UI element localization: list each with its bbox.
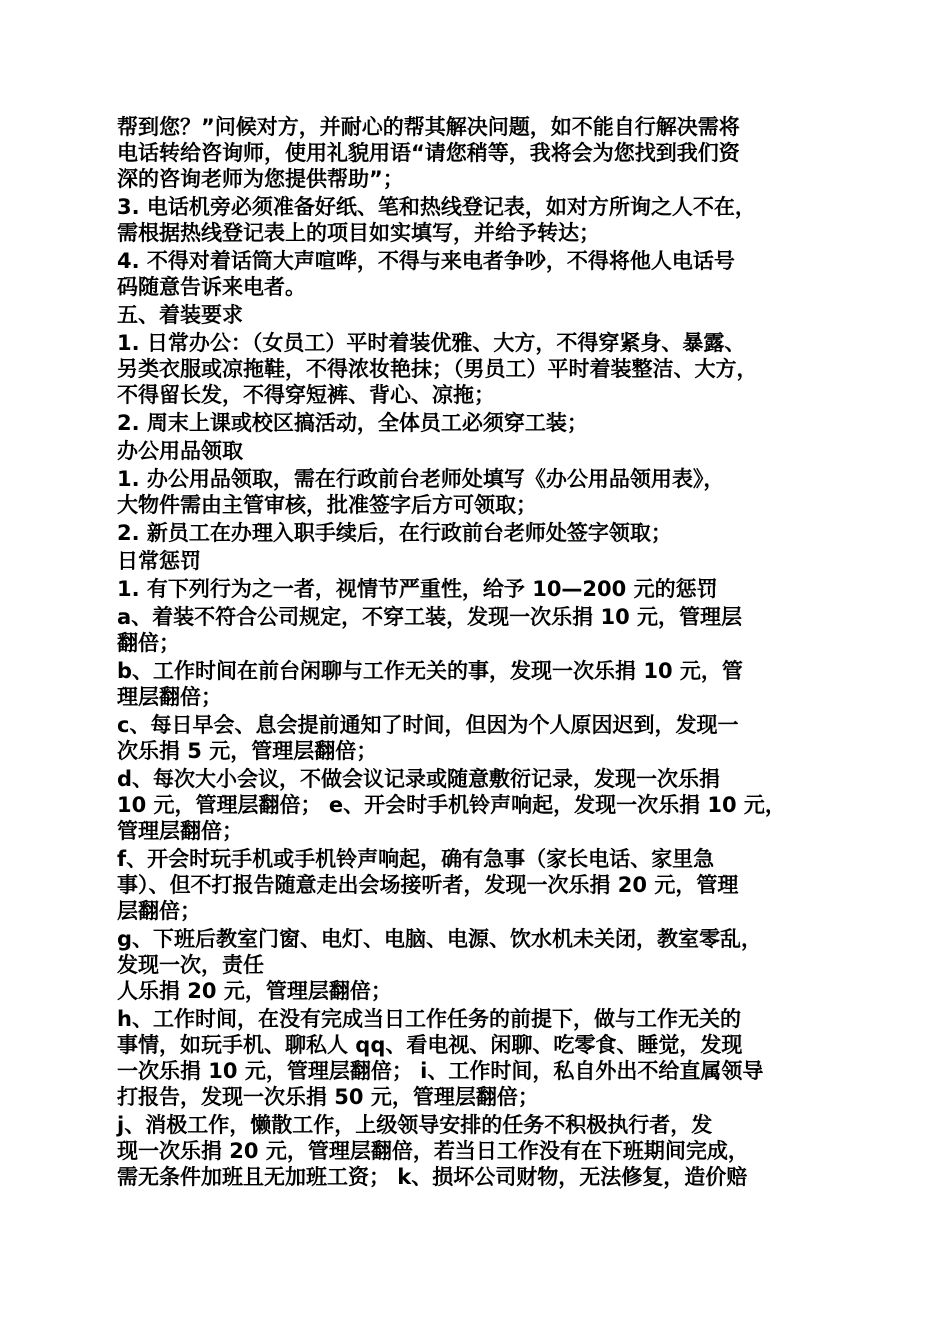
text-line: j、消极工作，懒散工作，上级领导安排的任务不积极执行者，发 <box>117 1113 713 1137</box>
text-line: 现一次乐捐 20 元，管理层翻倍，若当日工作没有在下班期间完成， <box>117 1139 749 1163</box>
text-line: d、每次大小会议，不做会议记录或随意敷衍记录，发现一次乐捐 <box>117 767 721 791</box>
text-line: c、每日早会、息会提前通知了时间，但因为个人原因迟到，发现一 <box>117 713 739 737</box>
text-line: b、工作时间在前台闲聊与工作无关的事，发现一次乐捐 10 元，管 <box>117 659 743 683</box>
text-line: 1. 办公用品领取，需在行政前台老师处填写《办公用品领用表》， <box>117 467 725 491</box>
text-line: 日常惩罚 <box>117 549 201 573</box>
text-line: 人乐捐 20 元，管理层翻倍； <box>117 979 392 1003</box>
text-line: 翻倍； <box>117 631 180 655</box>
text-line: h、工作时间，在没有完成当日工作任务的前提下，做与工作无关的 <box>117 1007 741 1031</box>
text-line: 理层翻倍； <box>117 685 222 709</box>
text-line: 1. 有下列行为之一者，视情节严重性，给予 10—200 元的惩罚 <box>117 577 718 601</box>
text-line: 一次乐捐 10 元，管理层翻倍； i、工作时间，私自外出不给直属领导 <box>117 1059 764 1083</box>
text-line: 打报告，发现一次乐捐 50 元，管理层翻倍； <box>117 1085 539 1109</box>
text-line: 2. 周末上课或校区搞活动，全体员工必须穿工装； <box>117 411 588 435</box>
text-line: 深的咨询老师为您提供帮助”； <box>117 167 404 191</box>
text-line: 层翻倍； <box>117 899 201 923</box>
document-page <box>117 114 847 1190</box>
text-line: 管理层翻倍； <box>117 819 243 843</box>
text-line: 发现一次，责任 <box>117 953 264 977</box>
text-line: 另类衣服或凉拖鞋，不得浓妆艳抹；（男员工）平时着装整洁、大方， <box>117 357 758 381</box>
text-line: 五、着装要求 <box>117 303 243 327</box>
text-line: 1. 日常办公：（女员工）平时着装优雅、大方，不得穿紧身、暴露、 <box>117 331 746 355</box>
text-line: 2. 新员工在办理入职手续后，在行政前台老师处签字领取； <box>117 521 672 545</box>
text-line: a、着装不符合公司规定，不穿工装，发现一次乐捐 10 元，管理层 <box>117 605 743 629</box>
text-line: 大物件需由主管审核，批准签字后方可领取； <box>117 493 537 517</box>
text-line: 帮到您？”问候对方，并耐心的帮其解决问题，如不能自行解决需将 <box>117 115 740 139</box>
text-line: 10 元，管理层翻倍； e、开会时手机铃声响起，发现一次乐捐 10 元， <box>117 793 786 817</box>
text-line: 办公用品领取 <box>117 439 243 463</box>
text-line: 次乐捐 5 元，管理层翻倍； <box>117 739 378 763</box>
text-line: 事情，如玩手机、聊私人 qq、看电视、闲聊、吃零食、睡觉，发现 <box>117 1033 743 1057</box>
text-line: 事）、但不打报告随意走出会场接听者，发现一次乐捐 20 元，管理 <box>117 873 739 897</box>
text-line: 3. 电话机旁必须准备好纸、笔和热线登记表，如对方所询之人不在， <box>117 195 756 219</box>
text-line: 码随意告诉来电者。 <box>117 275 306 299</box>
text-line: f、开会时玩手机或手机铃声响起，确有急事（家长电话、家里急 <box>117 847 715 871</box>
text-line: 不得留长发，不得穿短裤、背心、凉拖； <box>117 383 495 407</box>
text-line: 电话转给咨询师，使用礼貌用语“请您稍等，我将会为您找到我们资 <box>117 141 740 165</box>
text-line: 4. 不得对着话筒大声喧哗，不得与来电者争吵，不得将他人电话号 <box>117 249 735 273</box>
text-line: 需根据热线登记表上的项目如实填写，并给予转达； <box>117 221 600 245</box>
text-line: g、下班后教室门窗、电灯、电脑、电源、饮水机未关闭，教室零乱， <box>117 927 763 951</box>
text-line: 需无条件加班且无加班工资； k、损坏公司财物，无法修复，造价赔 <box>117 1165 748 1189</box>
